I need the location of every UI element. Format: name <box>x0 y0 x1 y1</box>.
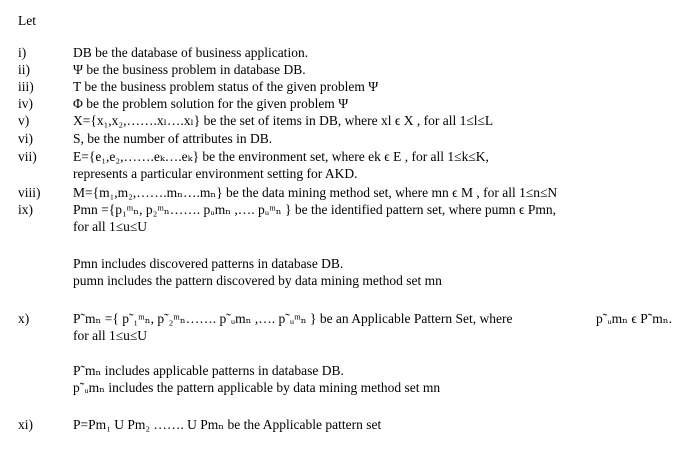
paragraph-text: Pmn includes discovered patterns in database DB. <box>73 256 344 271</box>
item-number: vii) <box>18 149 37 164</box>
item-text: T be the business problem status of the given problem Ψ <box>73 79 379 94</box>
item-text: S, be the number of attributes in DB. <box>73 131 273 146</box>
item-number: iv) <box>18 96 33 111</box>
item-text: Φ be the problem solution for the given problem Ψ <box>73 96 349 111</box>
item-text: X={x₁,x₂,…….xₗ….xₗ} be the set of items in DB, where xl ϵ X , for all 1≤l≤L <box>73 113 494 128</box>
item-text: for all 1≤u≤U <box>73 219 148 234</box>
item-number: i) <box>18 45 27 60</box>
item-text: P˜mₙ ={ p˜₁ᵐₙ, p˜₂ᵐₙ……. p˜ᵤmₙ ,…. p˜ᵤᵐₙ } be an Applicable Pattern Set, where <box>73 311 513 326</box>
item-text: P=Pm₁ U Pm₂ ……. U Pmₙ be the Applicable pattern set <box>73 417 382 432</box>
item-number: viii) <box>18 185 41 200</box>
item-text: for all 1≤u≤U <box>73 328 148 343</box>
paragraph-text: P˜mₙ includes applicable patterns in database DB. <box>73 363 344 378</box>
item-number: xi) <box>18 417 33 432</box>
item-number: v) <box>18 113 30 128</box>
item-text: Pmn ={p₁ᵐₙ, p₂ᵐₙ……. pᵤmₙ ,…. pᵤᵐₙ } be the identified pattern set, where pumn ϵ Pmn, <box>73 202 557 217</box>
item-number: iii) <box>18 79 34 94</box>
item-text: represents a particular environment setting for AKD. <box>73 166 358 181</box>
item-text: Ψ be the business problem in database DB. <box>73 62 306 77</box>
item-number: vi) <box>18 131 33 146</box>
item-text: M={m₁,m₂,…….mₙ….mₙ} be the data mining method set, where mn ϵ M , for all 1≤n≤N <box>73 185 558 200</box>
paragraph-text: p˜ᵤmₙ includes the pattern applicable by data mining method set mn <box>73 380 441 395</box>
item-text: DB be the database of business application. <box>73 45 309 60</box>
paragraph-text: pumn includes the pattern discovered by data mining method set mn <box>73 273 442 288</box>
item-text: E={e₁,e₂,…….eₖ….eₖ} be the environment set, where ek ϵ E , for all 1≤k≤K, <box>73 149 489 164</box>
item-text-right: p˜ᵤmₙ ϵ P˜mₙ. <box>596 311 672 326</box>
item-number: ii) <box>18 62 30 77</box>
item-number: x) <box>18 311 30 326</box>
intro-text: Let <box>18 13 36 28</box>
item-number: ix) <box>18 202 33 217</box>
